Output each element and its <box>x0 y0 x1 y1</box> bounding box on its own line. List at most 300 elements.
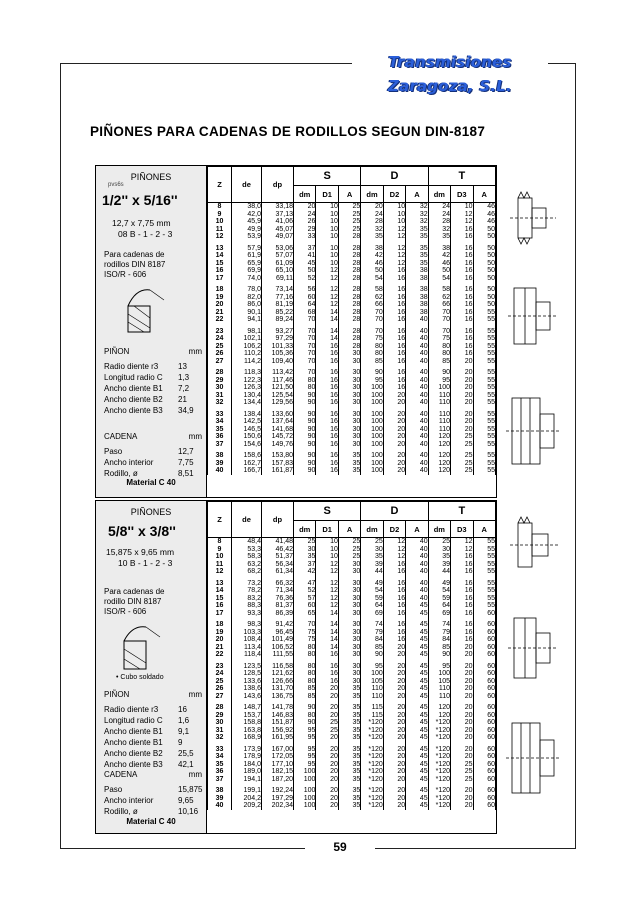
spec-value: 9,1 <box>178 727 190 736</box>
col-sub: A <box>406 521 428 538</box>
spec-label: Ancho diente B3 <box>104 760 163 769</box>
table-cell: 33 <box>208 411 232 419</box>
table-cell: 20 <box>383 704 405 712</box>
table-cell: 35 <box>338 460 360 468</box>
table-cell: 131,70 <box>262 685 294 693</box>
table-cell: 89,24 <box>262 316 294 324</box>
table-cell: 121,62 <box>262 670 294 678</box>
table-cell: 38 <box>406 275 428 283</box>
table-cell: 34 <box>208 753 232 761</box>
table-cell: 33 <box>208 746 232 754</box>
table-cell: 10 <box>383 211 405 219</box>
table-cell: 178,9 <box>232 753 262 761</box>
table-row <box>208 275 496 283</box>
table-cell: 39 <box>361 561 383 569</box>
table-cell: 16 <box>208 602 232 610</box>
table-cell: 14 <box>208 252 232 260</box>
table-cell: 42 <box>294 568 316 576</box>
table-cell: 95 <box>361 377 383 385</box>
table-cell: 15 <box>208 260 232 268</box>
table-cell: 80 <box>428 343 450 351</box>
table-cell: 35 <box>338 776 360 784</box>
table-cell: 20 <box>451 426 473 434</box>
table-cell: 42,0 <box>232 211 262 219</box>
table-cell: 55 <box>473 369 496 377</box>
table-cell: 90 <box>294 433 316 441</box>
table-cell: 35 <box>338 795 360 803</box>
spec-value: 1,3 <box>178 373 190 382</box>
table-cell: 20 <box>383 644 405 652</box>
spec-value: 10,16 <box>178 807 199 816</box>
table-cell: 106,52 <box>262 644 294 652</box>
pinon-specs <box>104 346 202 416</box>
table-cell: 123,5 <box>232 663 262 671</box>
page-frame-bottom-right <box>375 848 576 849</box>
table-cell: 80 <box>294 651 316 659</box>
table-cell: 40 <box>406 399 428 407</box>
table-cell: 177,10 <box>262 761 294 769</box>
table-cell: 16 <box>316 418 338 426</box>
table-cell: 184,0 <box>232 761 262 769</box>
table-row <box>208 286 496 294</box>
table-cell: 62 <box>428 294 450 302</box>
spec-value: 16 <box>178 705 187 714</box>
table-cell: 30 <box>338 670 360 678</box>
spec-value: 8,51 <box>178 469 194 478</box>
table-cell: 16 <box>383 636 405 644</box>
col-de: de <box>232 502 262 538</box>
table-cell: 62 <box>361 294 383 302</box>
chain-desc-1: Para cadenas de <box>104 587 165 596</box>
table-cell: 14 <box>316 629 338 637</box>
table-cell: 26 <box>208 350 232 358</box>
table-cell: 40 <box>406 467 428 475</box>
table-cell: 110 <box>428 693 450 701</box>
table-cell: 16 <box>451 595 473 603</box>
table-cell: 14 <box>316 644 338 652</box>
table-cell: 28 <box>338 335 360 343</box>
table-row <box>208 685 496 693</box>
table-cell: 128,5 <box>232 670 262 678</box>
table-cell: 90 <box>294 392 316 400</box>
table-cell: 30 <box>338 580 360 588</box>
table-cell: 35 <box>338 704 360 712</box>
table-cell: *120 <box>361 753 383 761</box>
table-cell: 45 <box>406 746 428 754</box>
table-cell: 45 <box>406 727 428 735</box>
table-cell: 20 <box>316 734 338 742</box>
table-cell: 16 <box>451 587 473 595</box>
table-cell: 20 <box>451 411 473 419</box>
table-cell: 26 <box>208 685 232 693</box>
table-cell: *120 <box>361 761 383 769</box>
table-cell: 80 <box>361 350 383 358</box>
table-cell: 32 <box>361 226 383 234</box>
simplex-sprocket-drawing-1 <box>510 192 556 244</box>
table-cell: 50 <box>473 267 496 275</box>
table-cell: 16 <box>208 267 232 275</box>
table-cell: 20 <box>451 670 473 678</box>
table-cell: 27 <box>208 358 232 366</box>
table-cell: 47 <box>294 580 316 588</box>
table-cell: 84 <box>361 636 383 644</box>
col-sub: A <box>473 186 496 203</box>
table-cell: 16 <box>383 377 405 385</box>
table-cell: 136,75 <box>262 693 294 701</box>
table-cell: 45 <box>406 787 428 795</box>
table-cell: 68 <box>294 309 316 317</box>
table-cell: 16 <box>451 226 473 234</box>
table-cell: 80 <box>428 350 450 358</box>
table-cell: 79 <box>428 629 450 637</box>
table-cell: 41,06 <box>262 218 294 226</box>
table-row <box>208 267 496 275</box>
table-cell: 90 <box>294 452 316 460</box>
spec-value: 21 <box>178 395 187 404</box>
table-cell: 40 <box>406 418 428 426</box>
chain-desc-1: Para cadenas de <box>104 250 165 259</box>
table-cell: 192,24 <box>262 787 294 795</box>
table-cell: 110 <box>361 693 383 701</box>
chain-size: 1/2'' x 5/16'' <box>102 192 178 208</box>
table-cell: 20 <box>451 384 473 392</box>
spec-value: 42,1 <box>178 760 194 769</box>
table-cell: 30 <box>338 629 360 637</box>
table-cell: 39 <box>208 795 232 803</box>
table-cell: 61,9 <box>232 252 262 260</box>
table-body <box>208 538 496 810</box>
table-cell: 45 <box>406 602 428 610</box>
table-cell: 20 <box>383 761 405 769</box>
table-cell: 20 <box>451 753 473 761</box>
table-cell: 60 <box>294 602 316 610</box>
table-cell: 16 <box>451 252 473 260</box>
table-cell: 121,50 <box>262 384 294 392</box>
table-cell: 110 <box>361 685 383 693</box>
table-cell: 16 <box>316 663 338 671</box>
table-cell: 148,7 <box>232 704 262 712</box>
table-cell: 90 <box>294 399 316 407</box>
table-cell: 48,4 <box>232 538 262 546</box>
table-cell: 108,4 <box>232 636 262 644</box>
table-cell: 161,87 <box>262 467 294 475</box>
table-cell: 42 <box>428 252 450 260</box>
table-cell: 85 <box>361 358 383 366</box>
table-cell: 20 <box>451 787 473 795</box>
table-cell: 49 <box>361 580 383 588</box>
table-cell: 50 <box>473 301 496 309</box>
table-cell: 84 <box>428 636 450 644</box>
table-cell: 50 <box>428 267 450 275</box>
table-cell: 30 <box>338 602 360 610</box>
table-cell: 53,06 <box>262 245 294 253</box>
table-cell: 24 <box>208 670 232 678</box>
table-cell: 35 <box>338 768 360 776</box>
table-cell: 110 <box>428 685 450 693</box>
table-cell: 10 <box>451 203 473 211</box>
table-row <box>208 610 496 618</box>
table-cell: 16 <box>316 678 338 686</box>
table-cell: 54 <box>428 587 450 595</box>
table-cell: 10 <box>316 226 338 234</box>
spec-label: Longitud radio C <box>104 373 163 382</box>
table-cell: 20 <box>451 377 473 385</box>
spec-label: Ancho diente B2 <box>104 395 163 404</box>
table-row <box>208 335 496 343</box>
col-z: Z <box>208 502 232 538</box>
table-cell: 12 <box>383 546 405 554</box>
table-cell: 20 <box>316 761 338 769</box>
table-row <box>208 358 496 366</box>
table-cell: 29 <box>208 712 232 720</box>
table-cell: 30 <box>338 678 360 686</box>
table-cell: 80 <box>361 343 383 351</box>
catalog-block-5-8 <box>95 500 497 834</box>
table-cell: 173,9 <box>232 746 262 754</box>
table-cell: 20 <box>361 203 383 211</box>
table-cell: 53,9 <box>232 233 262 241</box>
table-cell: 30 <box>338 399 360 407</box>
table-cell: 40 <box>406 358 428 366</box>
table-cell: 44 <box>428 568 450 576</box>
table-cell: 55 <box>473 467 496 475</box>
table-cell: 85 <box>428 358 450 366</box>
table-cell: 20 <box>451 369 473 377</box>
table-cell: 55 <box>473 460 496 468</box>
table-cell: 25 <box>338 546 360 554</box>
table-cell: 100 <box>294 787 316 795</box>
table-cell: 28 <box>338 233 360 241</box>
table-cell: 30 <box>338 411 360 419</box>
table-cell: 16 <box>383 358 405 366</box>
col-group-s: S <box>294 167 361 186</box>
table-cell: 142,5 <box>232 418 262 426</box>
table-cell: 75 <box>361 335 383 343</box>
table-cell: 25 <box>338 553 360 561</box>
table-cell: 153,80 <box>262 452 294 460</box>
table-cell: 98,1 <box>232 328 262 336</box>
table-cell: 60 <box>473 636 496 644</box>
table-cell: 25 <box>338 203 360 211</box>
table-cell: 16 <box>451 568 473 576</box>
table-row <box>208 595 496 603</box>
table-cell: 16 <box>451 335 473 343</box>
panel-small-note: pvs6s <box>108 182 124 188</box>
table-cell: 32 <box>406 203 428 211</box>
table-row <box>208 734 496 742</box>
table-cell: 80 <box>294 377 316 385</box>
panel-header: PIÑONES <box>130 507 172 517</box>
table-cell: 19 <box>208 629 232 637</box>
table-cell: 45 <box>406 802 428 810</box>
table-cell: 20 <box>383 452 405 460</box>
table-cell: 16 <box>316 369 338 377</box>
table-cell: 100 <box>428 670 450 678</box>
table-cell: 16 <box>451 629 473 637</box>
table-cell: 163,8 <box>232 727 262 735</box>
table-cell: 97,29 <box>262 335 294 343</box>
table-cell: 50 <box>473 252 496 260</box>
pinon-title: PIÑON <box>104 347 130 356</box>
table-cell: 32 <box>406 211 428 219</box>
table-cell: 45 <box>406 621 428 629</box>
table-cell: 80 <box>294 663 316 671</box>
table-cell: 16 <box>316 433 338 441</box>
table-cell: 100 <box>294 776 316 784</box>
table-cell: 50 <box>473 286 496 294</box>
table-cell: 55 <box>473 392 496 400</box>
table-cell: 40 <box>406 587 428 595</box>
table-cell: 35 <box>338 693 360 701</box>
table-cell: 16 <box>383 587 405 595</box>
table-cell: 53,3 <box>232 546 262 554</box>
table-cell: 100 <box>361 467 383 475</box>
table-cell: 60 <box>473 719 496 727</box>
tooth-profile-diagram <box>124 284 184 336</box>
table-cell: 10 <box>383 218 405 226</box>
table-cell: 45 <box>294 260 316 268</box>
table-cell: 86,39 <box>262 610 294 618</box>
table-cell: 60 <box>473 685 496 693</box>
table-cell: 20 <box>451 712 473 720</box>
table-cell: 95 <box>428 663 450 671</box>
table-cell: 79 <box>361 629 383 637</box>
col-sub: dm <box>294 186 316 203</box>
table-cell: *120 <box>361 768 383 776</box>
table-cell: *120 <box>361 795 383 803</box>
table-cell: 45 <box>406 753 428 761</box>
col-sub: A <box>338 521 360 538</box>
table-row <box>208 392 496 400</box>
table-cell: 55 <box>473 384 496 392</box>
table-cell: 50 <box>473 275 496 283</box>
table-cell: 60 <box>473 734 496 742</box>
table-cell: 55 <box>473 309 496 317</box>
table-cell: 16 <box>451 621 473 629</box>
table-cell: 146,83 <box>262 712 294 720</box>
table-cell: 15 <box>208 595 232 603</box>
table-cell: 27 <box>208 693 232 701</box>
table-cell: 60 <box>473 704 496 712</box>
table-cell: 90 <box>294 418 316 426</box>
table-cell: 30 <box>338 663 360 671</box>
table-cell: 12 <box>316 595 338 603</box>
page-frame-bottom-left <box>60 848 305 849</box>
table-cell: 100 <box>361 399 383 407</box>
table-cell: 35 <box>338 719 360 727</box>
table-cell: *120 <box>428 795 450 803</box>
table-cell: 35 <box>338 753 360 761</box>
table-cell: 40 <box>406 460 428 468</box>
table-cell: 25 <box>428 538 450 546</box>
table-cell: 12 <box>451 218 473 226</box>
table-cell: 20 <box>451 746 473 754</box>
table-cell: 38 <box>406 267 428 275</box>
table-cell: 16 <box>451 328 473 336</box>
table-cell: 14 <box>316 309 338 317</box>
table-cell: 83,2 <box>232 595 262 603</box>
table-cell: 13 <box>208 245 232 253</box>
table-cell: 45 <box>406 734 428 742</box>
cadena-title: CADENA <box>104 770 138 779</box>
table-cell: 12 <box>383 233 405 241</box>
table-cell: 12 <box>208 568 232 576</box>
spec-label: Ancho interior <box>104 796 154 805</box>
table-cell: 60 <box>473 610 496 618</box>
table-cell: 20 <box>383 411 405 419</box>
table-cell: 20 <box>383 712 405 720</box>
table-cell: 194,1 <box>232 776 262 784</box>
table-cell: 60 <box>473 712 496 720</box>
table-cell: 130,4 <box>232 392 262 400</box>
table-cell: 105 <box>428 678 450 686</box>
table-cell: 24 <box>361 211 383 219</box>
table-cell: 80 <box>294 384 316 392</box>
table-cell: 113,4 <box>232 644 262 652</box>
spec-label: Paso <box>104 785 123 794</box>
table-cell: 30 <box>361 546 383 554</box>
table-cell: 118,4 <box>232 651 262 659</box>
spec-value: 34,9 <box>178 406 194 415</box>
table-cell: 168,9 <box>232 734 262 742</box>
brand-logo: Transmisiones Zaragoza, S.L. <box>352 50 548 74</box>
table-cell: 16 <box>451 267 473 275</box>
table-cell: 20 <box>383 426 405 434</box>
table-cell: 134,4 <box>232 399 262 407</box>
table-cell: 25 <box>451 441 473 449</box>
table-cell: 16 <box>316 384 338 392</box>
table-cell: 20 <box>316 787 338 795</box>
table-cell: 20 <box>383 678 405 686</box>
table-cell: 106,2 <box>232 343 262 351</box>
table-cell: 10 <box>208 553 232 561</box>
table-cell: 25 <box>451 761 473 769</box>
table-cell: *120 <box>361 734 383 742</box>
table-cell: 10 <box>316 245 338 253</box>
table-cell: 82,0 <box>232 294 262 302</box>
spec-label: Ancho diente B1 <box>104 384 163 393</box>
table-cell: 16 <box>451 245 473 253</box>
table-cell: 60 <box>473 802 496 810</box>
table-cell: 122,3 <box>232 377 262 385</box>
table-cell: 21 <box>208 309 232 317</box>
table-cell: 146,5 <box>232 426 262 434</box>
table-cell: 126,3 <box>232 384 262 392</box>
table-cell: 45 <box>406 610 428 618</box>
table-cell: 9 <box>208 546 232 554</box>
table-cell: 50 <box>473 226 496 234</box>
table-cell: 37 <box>294 245 316 253</box>
table-cell: 10 <box>383 203 405 211</box>
table-cell: 25 <box>208 343 232 351</box>
table-cell: 85 <box>428 644 450 652</box>
table-cell: 16 <box>451 233 473 241</box>
table-row <box>208 587 496 595</box>
table-cell: 23 <box>208 328 232 336</box>
table-cell: 90 <box>294 441 316 449</box>
table-cell: 55 <box>473 546 496 554</box>
table-cell: 167,00 <box>262 746 294 754</box>
col-sub: D2 <box>383 521 405 538</box>
spec-value: 25,5 <box>178 749 194 758</box>
table-row <box>208 467 496 475</box>
table-cell: 154,6 <box>232 441 262 449</box>
table-cell: 28 <box>338 294 360 302</box>
table-cell: 20 <box>316 693 338 701</box>
table-cell: *120 <box>428 746 450 754</box>
table-cell: 60 <box>473 776 496 784</box>
table-cell: 22 <box>208 651 232 659</box>
